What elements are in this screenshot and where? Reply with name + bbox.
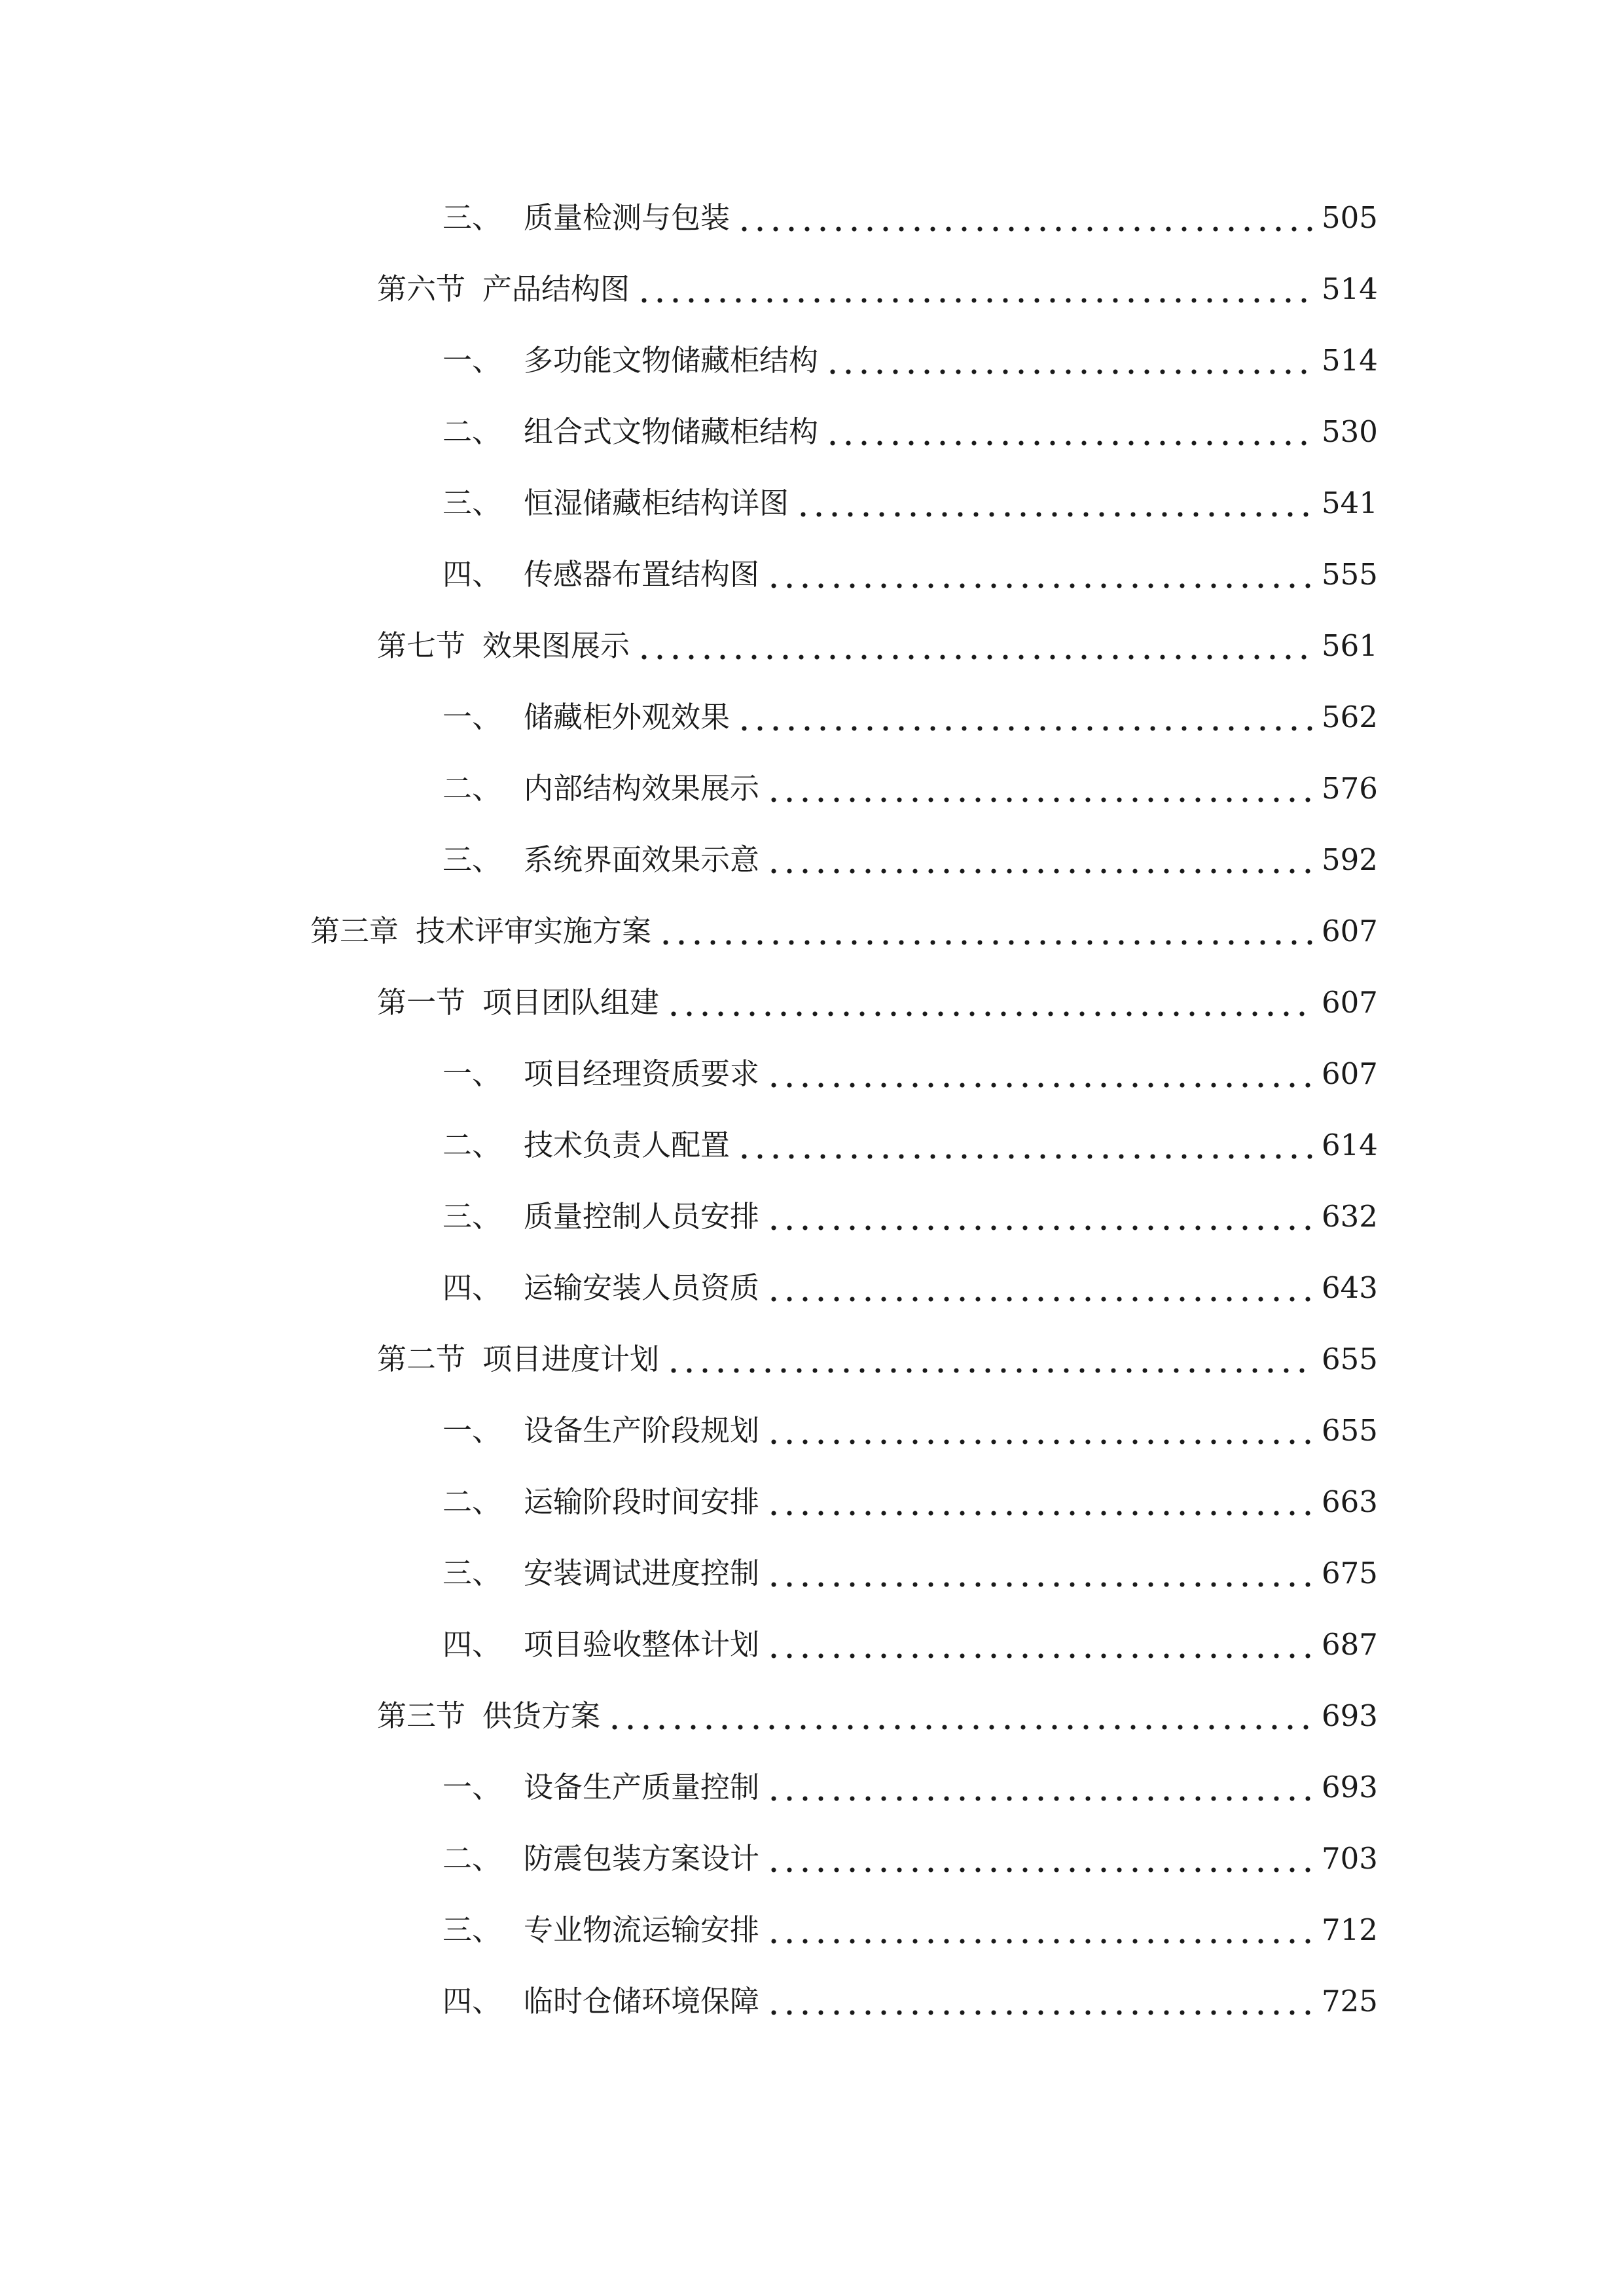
toc-entry-title: 项目验收整体计划 [524, 1627, 760, 1662]
toc-entry-title: 运输安装人员资质 [524, 1270, 760, 1305]
dot-leader [766, 1771, 1312, 1804]
toc-entry-number: 第三节 [377, 1698, 466, 1733]
toc-entry[interactable] [442, 195, 1378, 241]
toc-entry-title: 设备生产阶段规划 [524, 1413, 760, 1448]
toc-entry-title: 防震包装方案设计 [524, 1841, 760, 1876]
dot-leader [658, 915, 1312, 948]
toc-entry-number: 一、 [442, 700, 502, 734]
dot-leader [766, 1557, 1312, 1590]
toc-entry-number: 一、 [442, 1056, 502, 1091]
toc-entry[interactable] [310, 908, 1378, 954]
toc-entry-title: 项目团队组建 [482, 985, 660, 1020]
toc-entry-page: 614 [1322, 1128, 1378, 1162]
toc-entry-page: 541 [1322, 486, 1378, 520]
toc-entry-number: 三、 [442, 200, 502, 235]
toc-entry-title: 系统界面效果示意 [524, 842, 760, 877]
toc-entry[interactable] [442, 1051, 1378, 1097]
toc-entry-page: 687 [1322, 1627, 1378, 1662]
toc-entry-page: 555 [1322, 557, 1378, 592]
dot-leader [766, 1200, 1312, 1233]
dot-leader [736, 202, 1312, 234]
toc-entry[interactable] [377, 623, 1378, 669]
dot-leader [766, 1414, 1312, 1447]
toc-entry-page: 693 [1322, 1698, 1378, 1733]
dot-leader [766, 1842, 1312, 1875]
toc-entry-page: 561 [1322, 628, 1378, 663]
toc-entry-number: 一、 [442, 1770, 502, 1804]
toc-entry[interactable] [442, 1551, 1378, 1596]
toc-entry-page: 505 [1322, 200, 1378, 235]
toc-entry-page: 655 [1322, 1413, 1378, 1448]
dot-leader [736, 701, 1312, 734]
toc-entry-number: 第六节 [377, 272, 466, 306]
toc-entry-page: 703 [1322, 1841, 1378, 1876]
toc-entry[interactable] [442, 338, 1378, 384]
toc-entry-title: 质量控制人员安排 [524, 1199, 760, 1234]
dot-leader [736, 1129, 1312, 1162]
toc-entry-number: 二、 [442, 1128, 502, 1162]
toc-entry[interactable] [442, 1979, 1378, 2024]
toc-entry[interactable] [442, 766, 1378, 812]
toc-entry-page: 530 [1322, 414, 1378, 449]
toc-entry-number: 二、 [442, 771, 502, 806]
toc-entry[interactable] [442, 1622, 1378, 1668]
toc-entry-title: 专业物流运输安排 [524, 1912, 760, 1947]
dot-leader [666, 1343, 1312, 1376]
toc-entry-number: 一、 [442, 343, 502, 378]
toc-entry-title: 储藏柜外观效果 [524, 700, 731, 734]
dot-leader [607, 1700, 1312, 1732]
dot-leader [666, 986, 1312, 1019]
dot-leader [766, 1914, 1312, 1946]
toc-entry-page: 675 [1322, 1556, 1378, 1590]
toc-entry-title: 内部结构效果展示 [524, 771, 760, 806]
dot-leader [766, 772, 1312, 805]
toc-entry-title: 质量检测与包装 [524, 200, 731, 235]
toc-entry[interactable] [377, 1693, 1378, 1739]
toc-entry-page: 576 [1322, 771, 1378, 806]
dot-leader [795, 487, 1312, 520]
toc-entry[interactable] [442, 1122, 1378, 1168]
toc-entry-page: 607 [1322, 985, 1378, 1020]
toc-entry[interactable] [442, 409, 1378, 455]
toc-entry[interactable] [442, 837, 1378, 883]
dot-leader [766, 1486, 1312, 1518]
dot-leader [766, 1628, 1312, 1661]
dot-leader [636, 273, 1312, 306]
toc-entry-title: 项目进度计划 [482, 1342, 660, 1376]
toc-entry-title: 设备生产质量控制 [524, 1770, 760, 1804]
toc-entry-title: 供货方案 [482, 1698, 601, 1733]
dot-leader [766, 1985, 1312, 2018]
toc-entry-number: 三、 [442, 486, 502, 520]
dot-leader [766, 558, 1312, 591]
toc-entry[interactable] [442, 694, 1378, 740]
toc-entry-title: 技术负责人配置 [524, 1128, 731, 1162]
toc-entry[interactable] [442, 1265, 1378, 1311]
toc-entry[interactable] [442, 1479, 1378, 1525]
toc-entry-title: 效果图展示 [482, 628, 630, 663]
toc-entry[interactable] [442, 1408, 1378, 1454]
toc-entry-page: 562 [1322, 700, 1378, 734]
toc-entry-title: 组合式文物储藏柜结构 [524, 414, 819, 449]
toc-entry-number: 第七节 [377, 628, 466, 663]
dot-leader [766, 1058, 1312, 1090]
toc-entry-number: 一、 [442, 1413, 502, 1448]
toc-entry-page: 655 [1322, 1342, 1378, 1376]
dot-leader [825, 344, 1312, 377]
toc-entry-number: 第二节 [377, 1342, 466, 1376]
toc-entry[interactable] [442, 1765, 1378, 1810]
toc-entry-page: 663 [1322, 1484, 1378, 1519]
toc-entry-number: 三、 [442, 1912, 502, 1947]
toc-entry-page: 712 [1322, 1912, 1378, 1947]
toc-entry-number: 四、 [442, 1627, 502, 1662]
toc-entry-number: 二、 [442, 1841, 502, 1876]
toc-entry[interactable] [377, 1336, 1378, 1382]
toc-entry[interactable] [442, 480, 1378, 526]
toc-entry-number: 四、 [442, 1984, 502, 2018]
toc-entry-number: 三、 [442, 842, 502, 877]
toc-entry-title: 运输阶段时间安排 [524, 1484, 760, 1519]
toc-entry[interactable] [442, 1907, 1378, 1953]
toc-entry-page: 592 [1322, 842, 1378, 877]
toc-entry-page: 607 [1322, 914, 1378, 948]
toc-entry-number: 三、 [442, 1199, 502, 1234]
toc-entry-page: 514 [1322, 272, 1378, 306]
toc-entry-number: 四、 [442, 1270, 502, 1305]
toc-entry[interactable] [442, 1194, 1378, 1240]
dot-leader [766, 844, 1312, 876]
toc-entry-page: 632 [1322, 1199, 1378, 1234]
toc-entry-number: 四、 [442, 557, 502, 592]
toc-entry-number: 第三章 [310, 914, 399, 948]
toc-entry-title: 安装调试进度控制 [524, 1556, 760, 1590]
dot-leader [636, 630, 1312, 662]
toc-entry[interactable] [377, 266, 1378, 312]
toc-entry-page: 607 [1322, 1056, 1378, 1091]
toc-entry-page: 725 [1322, 1984, 1378, 2018]
toc-entry[interactable] [442, 552, 1378, 598]
toc-entry-title: 临时仓储环境保障 [524, 1984, 760, 2018]
toc-entry-title: 多功能文物储藏柜结构 [524, 343, 819, 378]
toc-entry-title: 恒湿储藏柜结构详图 [524, 486, 789, 520]
toc-entry-number: 二、 [442, 414, 502, 449]
toc-entry-page: 693 [1322, 1770, 1378, 1804]
toc-entry-page: 643 [1322, 1270, 1378, 1305]
dot-leader [825, 416, 1312, 448]
toc-entry-number: 第一节 [377, 985, 466, 1020]
toc-entry-number: 三、 [442, 1556, 502, 1590]
toc-entry[interactable] [442, 1836, 1378, 1882]
toc-entry[interactable] [377, 980, 1378, 1026]
toc-entry-title: 传感器布置结构图 [524, 557, 760, 592]
dot-leader [766, 1272, 1312, 1304]
toc-entry-title: 技术评审实施方案 [416, 914, 652, 948]
toc-entry-title: 产品结构图 [482, 272, 630, 306]
toc-entry-page: 514 [1322, 343, 1378, 378]
toc-entry-title: 项目经理资质要求 [524, 1056, 760, 1091]
toc-entry-number: 二、 [442, 1484, 502, 1519]
